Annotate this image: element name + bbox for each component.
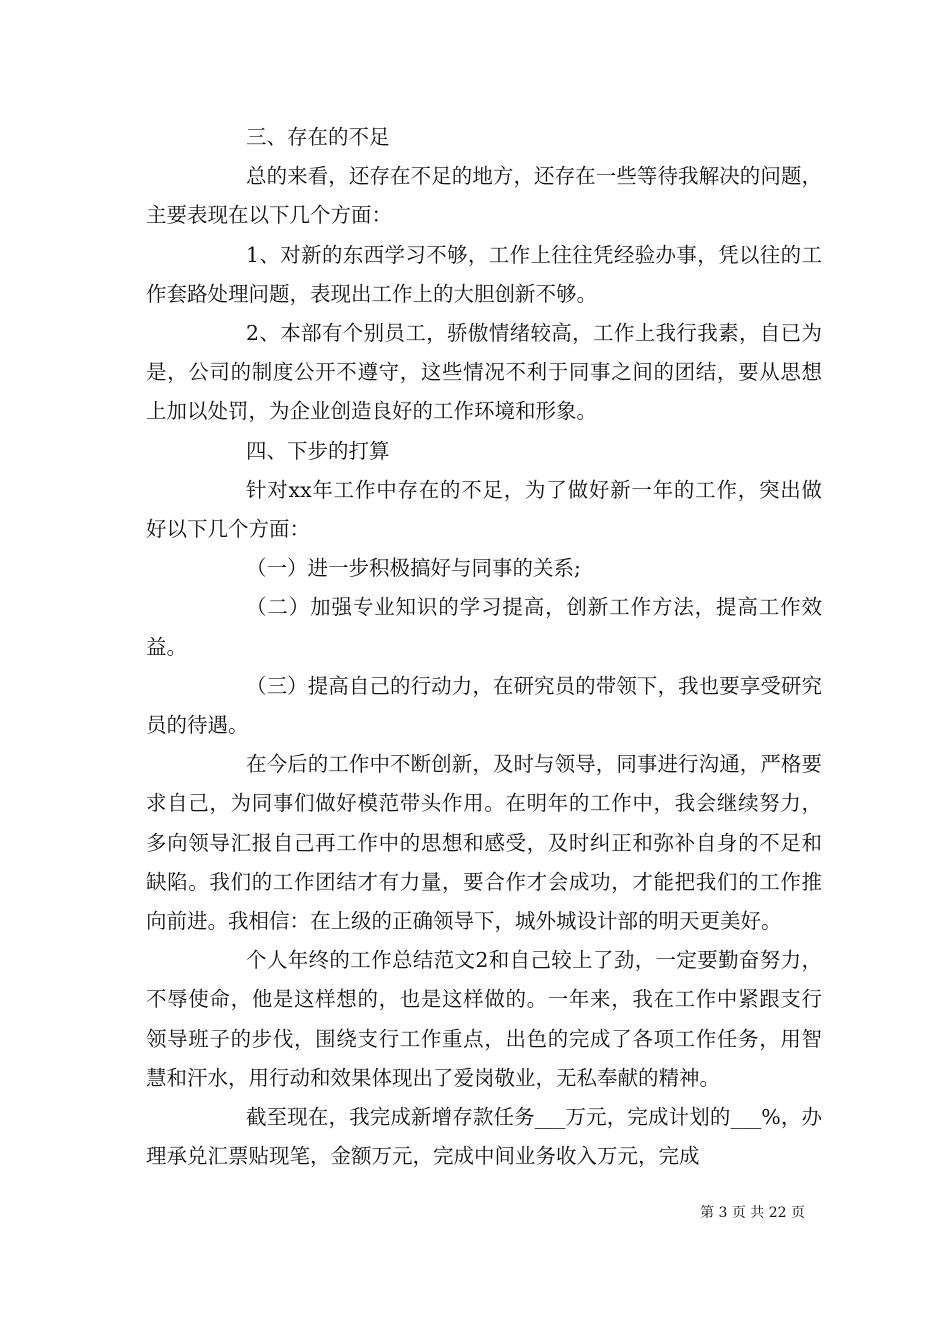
document-body — [146, 118, 822, 1176]
paragraph: 个人年终的工作总结范文2和自己较上了劲，一定要勤奋努力，不辱使命，他是这样想的，也是这样做的。一年来，我在工作中紧跟支行领导班子的步伐，围绕支行工作重点，出色的完成了各项工作任务，用智慧和汗水，用行动和效果体现出了爱岗敬业，无私奉献的精神。 — [146, 948, 822, 1090]
paragraph: 截至现在，我完成新增存款任务___万元，完成计划的___%，办理承兑汇票贴现笔，金额万元，完成中间业务收入万元，完成 — [146, 1105, 822, 1169]
list-item: 2、本部有个别员工，骄傲情绪较高，工作上我行我素，自已为是，公司的制度公开不遵守，这些情况不利于同事之间的团结，要从思想上加以处罚，为企业创造良好的工作环境和形象。 — [146, 321, 822, 424]
list-item: （二）加强专业知识的学习提高，创新工作方法，提高工作效益。 — [146, 595, 822, 659]
paragraph: 在今后的工作中不断创新，及时与领导，同事进行沟通，严格要求自己，为同事们做好模范带头作用。在明年的工作中，我会继续努力，多向领导汇报自己再工作中的思想和感受，及时纠正和弥补自身的不足和缺陷。我们的工作团结才有力量，要合作才会成功，才能把我们的工作推向前进。我相信：在上级的正确领导下，城外城设计部的明天更美好。 — [146, 752, 822, 934]
section-heading-next-plan: 四、下步的打算 — [246, 438, 390, 463]
list-item: （一）进一步积极搞好与同事的关系; — [246, 556, 581, 581]
paragraph: 针对xx年工作中存在的不足，为了做好新一年的工作，突出做好以下几个方面： — [146, 477, 822, 542]
list-item: （三）提高自己的行动力，在研究员的带领下，我也要享受研究员的待遇。 — [146, 673, 822, 738]
page-number-footer: 第 3 页 共 22 页 — [700, 1205, 805, 1221]
list-item: 1、对新的东西学习不够，工作上往往凭经验办事，凭以往的工作套路处理问题，表现出工作上的大胆创新不够。 — [146, 242, 822, 306]
section-heading-shortcomings: 三、存在的不足 — [246, 125, 390, 149]
paragraph: 总的来看，还存在不足的地方，还存在一些等待我解决的问题，主要表现在以下几个方面： — [146, 164, 822, 228]
